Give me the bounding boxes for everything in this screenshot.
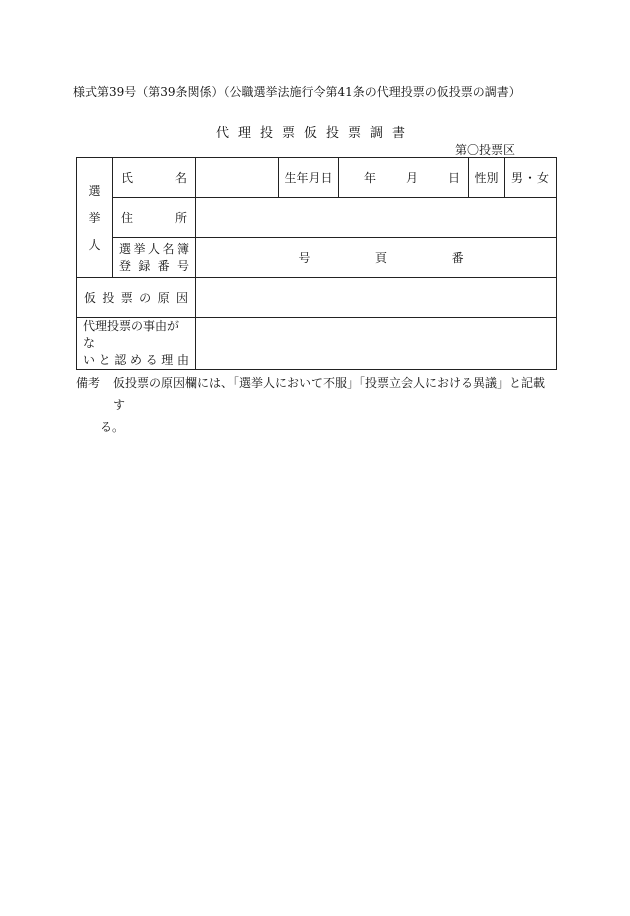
name-label-cell — [113, 158, 196, 198]
reason-label-char: 投 — [102, 291, 115, 305]
month-label: 月 — [405, 171, 418, 185]
no-cause-label-cell — [77, 318, 196, 370]
birthdate-value-cell[interactable] — [339, 158, 469, 198]
register-label-cell — [113, 238, 196, 278]
no-cause-label-char: い — [83, 353, 96, 367]
register-label-char: 登 — [119, 258, 132, 273]
no-cause-label-char: め — [129, 353, 142, 367]
reason-label-char: 原 — [157, 291, 170, 305]
register-label-char: 選 — [119, 241, 132, 256]
name-value-cell[interactable] — [196, 158, 279, 198]
address-label-cell — [113, 198, 196, 238]
name-label-char: 名 — [174, 171, 187, 185]
document-title: 代理投票仮投票調書 — [215, 126, 414, 141]
register-label-char: 号 — [176, 258, 189, 273]
reason-label-char: 仮 — [84, 291, 97, 305]
register-label-char: 番 — [157, 258, 170, 273]
remark-text-line1: 仮投票の原因欄には、「選挙人において不服」「投票立会人における異議」と記載す — [113, 376, 546, 412]
address-label-char: 住 — [121, 211, 134, 225]
year-label: 年 — [363, 171, 376, 185]
table-row-name — [77, 158, 557, 198]
register-label-char: 録 — [138, 258, 151, 273]
reason-label-cell — [77, 278, 196, 318]
register-label-char: 挙 — [133, 241, 146, 256]
remark-text-line2: る。 — [100, 420, 125, 434]
remark-label: 備考 — [76, 376, 101, 390]
reason-label-char: 因 — [175, 291, 188, 305]
no-cause-label-char: と — [98, 353, 111, 367]
table-row-address — [77, 198, 557, 238]
voter-char: 選 — [88, 184, 101, 198]
address-value-cell[interactable] — [196, 198, 557, 238]
no-cause-label-char: 理 — [161, 353, 174, 367]
voter-char: 人 — [88, 238, 101, 252]
register-label-char: 簿 — [176, 241, 189, 256]
register-label-char: 人 — [147, 241, 160, 256]
register-label-char: 名 — [162, 241, 175, 256]
register-number-label: 号 — [298, 251, 311, 265]
voter-char: 挙 — [88, 211, 101, 225]
register-value-cell[interactable] — [196, 238, 557, 278]
no-cause-label-char: る — [145, 353, 158, 367]
name-label-char: 氏 — [121, 171, 134, 185]
no-cause-label-char: 認 — [114, 353, 127, 367]
reason-label-char: の — [139, 291, 152, 305]
register-entry-label: 番 — [451, 251, 464, 265]
reason-value-cell[interactable] — [196, 278, 557, 318]
table-row-reason — [77, 278, 557, 318]
no-cause-label-char: 由 — [176, 353, 189, 367]
reason-label-char: 票 — [120, 291, 133, 305]
table-row-no-cause — [77, 318, 557, 370]
day-label: 日 — [447, 171, 460, 185]
voter-group-cell — [77, 158, 113, 278]
form-number-header: 様式第39号（第39条関係）（公職選挙法施行令第41条の代理投票の仮投票の調書） — [73, 85, 521, 99]
no-cause-label-line1: 代理投票の事由がな — [83, 319, 180, 350]
sex-label-cell: 性別 — [469, 158, 505, 198]
remark-note — [76, 372, 556, 438]
table-row-register — [77, 238, 557, 278]
ballot-record-table — [76, 157, 557, 370]
birthdate-label-cell: 生年月日 — [279, 158, 339, 198]
voting-district: 第〇投票区 — [455, 143, 516, 157]
sex-options-cell[interactable]: 男・女 — [505, 158, 557, 198]
register-page-label: 頁 — [374, 251, 387, 265]
no-cause-value-cell[interactable] — [196, 318, 557, 370]
address-label-char: 所 — [174, 211, 187, 225]
